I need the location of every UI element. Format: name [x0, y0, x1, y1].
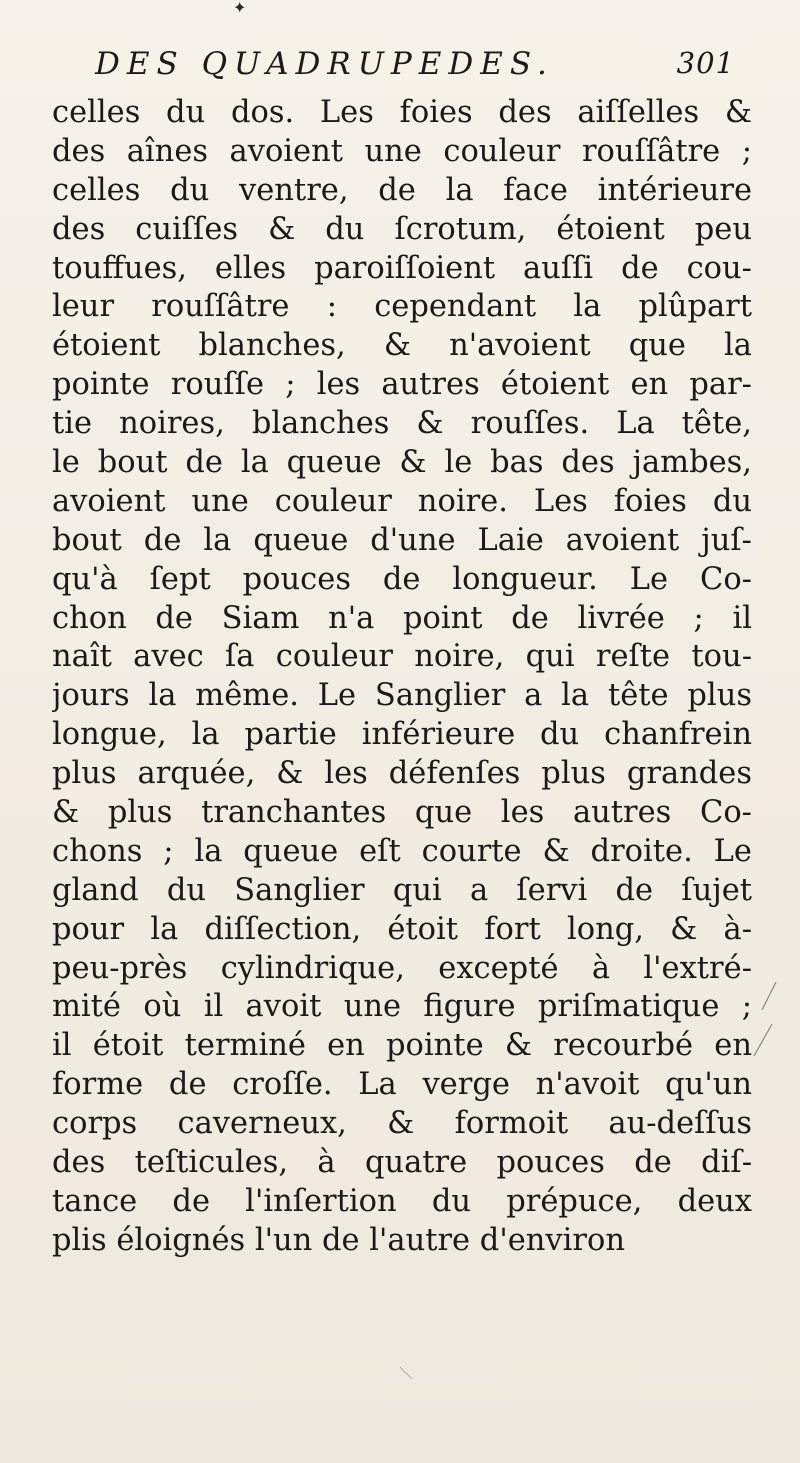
- margin-pencil-mark: [742, 980, 782, 1060]
- text-line: celles du dos. Les foies des aiſſelles &: [52, 95, 752, 130]
- ornament-icon: ✦: [233, 0, 247, 17]
- text-line: tance de l'inſertion du prépuce, deux: [52, 1183, 752, 1219]
- text-line: plis éloignés l'un de l'autre d'environ: [52, 1222, 625, 1258]
- text-line: forme de croſſe. La verge n'avoit qu'un: [52, 1067, 752, 1103]
- text-line: tie noires, blanches & rouſſes. La tête,: [52, 406, 752, 442]
- faint-stray-mark: [398, 1365, 418, 1390]
- text-line: des cuiſſes & du ſcrotum, étoient peu: [52, 211, 752, 247]
- text-line: jours la même. Le Sanglier a la tête plus: [52, 678, 752, 714]
- text-line: avoient une couleur noire. Les foies du: [52, 483, 752, 519]
- text-line: longue, la partie inférieure du chanfrein: [52, 717, 752, 753]
- text-line: peu-près cylindrique, excepté à l'extré-: [52, 950, 752, 986]
- text-line: des teſticules, à quatre pouces de diſ-: [52, 1145, 752, 1181]
- text-line: il étoit terminé en pointe & recourbé en: [52, 1028, 752, 1064]
- text-line: des aînes avoient une couleur rouſſâtre ;: [52, 133, 752, 169]
- text-line: pointe rouſſe ; les autres étoient en par-: [52, 367, 752, 403]
- text-line: celles du ventre, de la face intérieure: [52, 172, 752, 208]
- text-line: qu'à ſept pouces de longueur. Le Co-: [52, 561, 752, 597]
- text-line: chons ; la queue eſt courte & droite. Le: [52, 833, 752, 869]
- text-line: naît avec ſa couleur noire, qui reſte tou-: [52, 639, 752, 675]
- text-line: plus arquée, & les défenſes plus grandes: [52, 756, 752, 792]
- running-title: DES QUADRUPEDES.: [95, 46, 554, 82]
- text-line: leur rouſſâtre : cependant la plûpart: [52, 289, 752, 325]
- page-number: 301: [676, 46, 735, 80]
- running-header: [95, 46, 735, 86]
- body-text: [52, 94, 752, 1261]
- text-line: le bout de la queue & le bas des jambes,: [52, 445, 752, 481]
- text-line: touffues, elles paroiſſoient auſſi de cou-: [52, 250, 752, 286]
- text-line: mité où il avoit une figure priſmatique ;: [52, 989, 752, 1025]
- text-line: étoient blanches, & n'avoient que la: [52, 328, 752, 364]
- text-line: pour la diſſection, étoit fort long, & à-: [52, 911, 752, 947]
- text-line: corps caverneux, & formoit au-deſſus: [52, 1106, 752, 1142]
- text-line: bout de la queue d'une Laie avoient juſ-: [52, 522, 752, 558]
- text-line: chon de Siam n'a point de livrée ; il: [52, 600, 752, 636]
- text-line: & plus tranchantes que les autres Co-: [52, 795, 752, 831]
- text-line: gland du Sanglier qui a ſervi de ſujet: [52, 872, 752, 908]
